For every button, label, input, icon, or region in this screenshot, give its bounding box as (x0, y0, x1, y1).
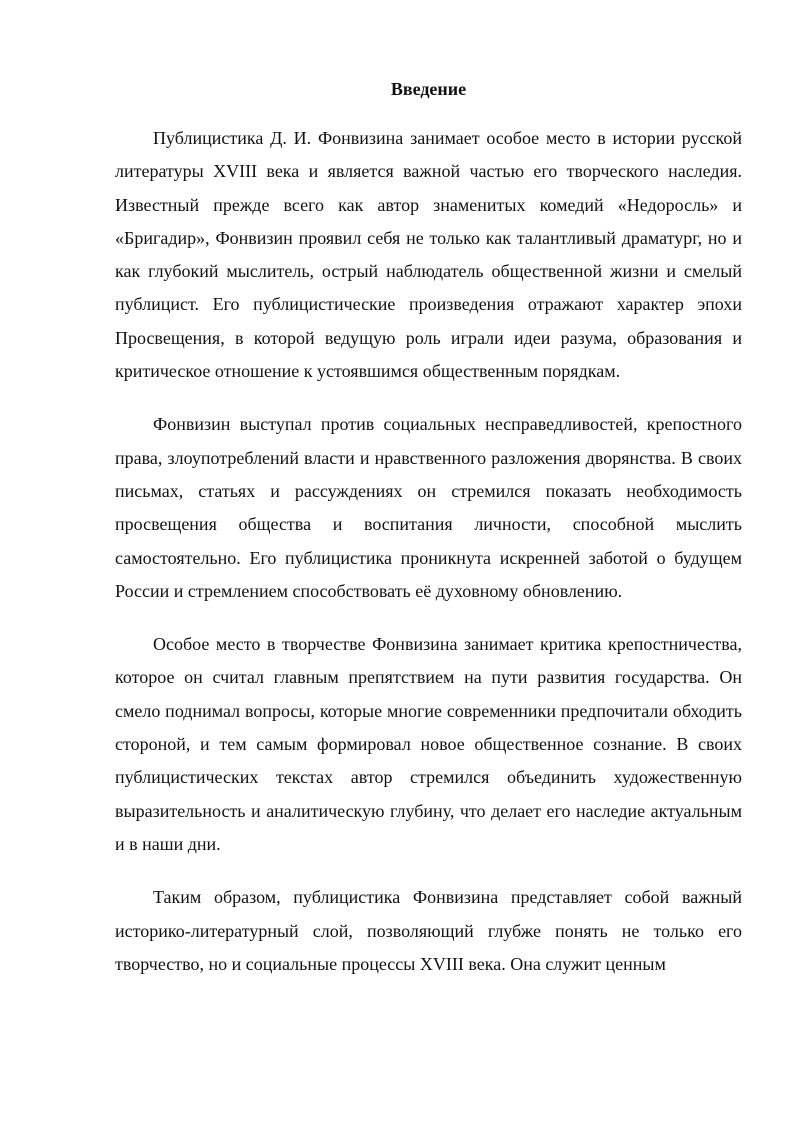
paragraph-2: Фонвизин выступал против социальных несправедливостей, крепостного права, злоупотреблений власти и нравственного разложения дворянства. В своих письмах, статьях и рассуждениях он стремился показать необходимость просвещения общества и воспитания личности, способной мыслить самостоятельно. Его публицистика проникнута искренней заботой о будущем России и стремлением способствовать её духовному обновлению. (115, 414, 742, 601)
paragraph-1: Публицистика Д. И. Фонвизина занимает особое место в истории русской литературы XVIII века и является важной частью его творческого наследия. Известный прежде всего как автор знаменитых комедий «Недоросль» и «Бригадир», Фонвизин проявил себя не только как талантливый драматург, но и как глубокий мыслитель, острый наблюдатель общественной жизни и смелый публицист. Его публицистические произведения отражают характер эпохи Просвещения, в которой ведущую роль играли идеи разума, образования и критическое отношение к устоявшимся общественным порядкам. (115, 128, 742, 382)
paragraph-4: Таким образом, публицистика Фонвизина представляет собой важный историко-литературный слой, позволяющий глубже понять не только его творчество, но и социальные процессы XVIII века. Она служит ценным (115, 887, 742, 974)
document-body (115, 74, 742, 1001)
paragraph-3: Особое место в творчестве Фонвизина занимает критика крепостничества, которое он считал главным препятствием на пути развития государства. Он смело поднимал вопросы, которые многие современники предпочитали обходить стороной, и тем самым формировал новое общественное сознание. В своих публицистических текстах автор стремился объединить художественную выразительность и аналитическую глубину, что делает его наследие актуальным и в наши дни. (115, 634, 742, 854)
document-title: Введение (390, 79, 467, 99)
